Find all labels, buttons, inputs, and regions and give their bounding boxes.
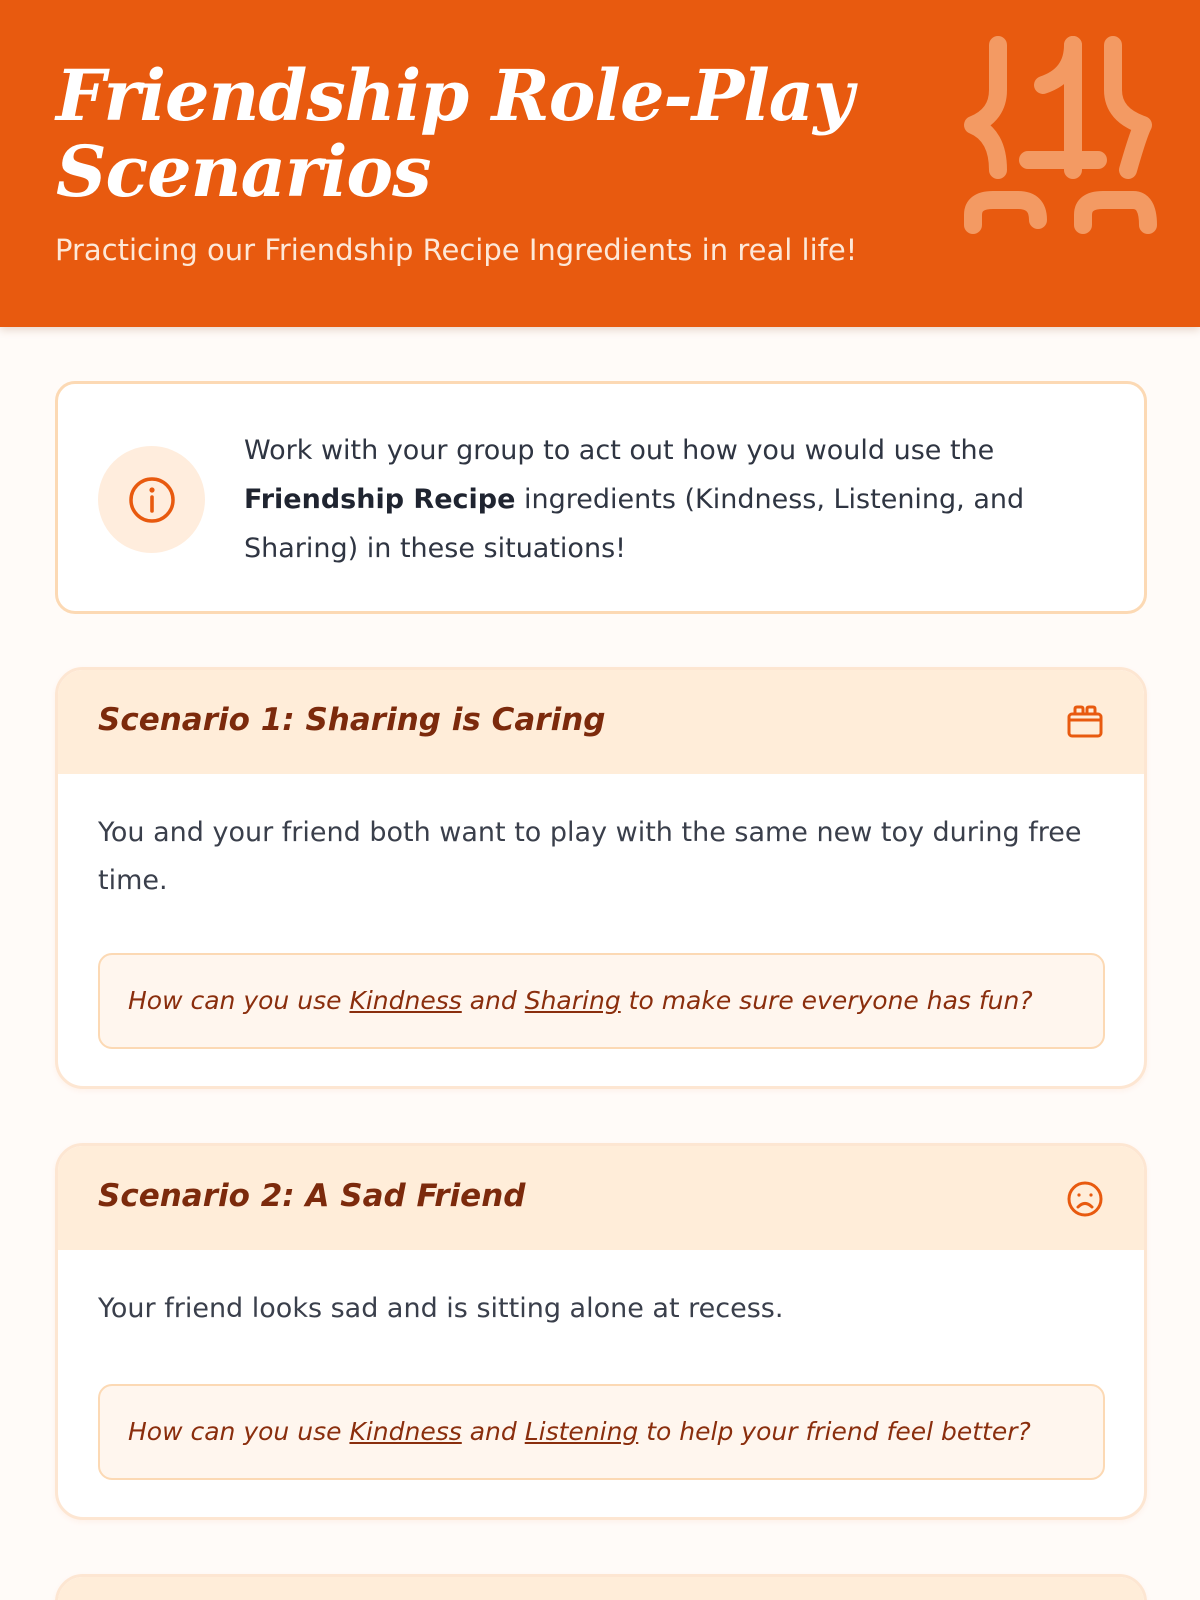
page-subtitle: Practicing our Friendship Recipe Ingredients in real life! <box>55 233 858 267</box>
ingredient-kindness: Kindness <box>349 986 462 1015</box>
page-title: Friendship Role-Play Scenarios <box>56 54 853 213</box>
prompt-part: How can you use <box>128 986 350 1015</box>
scenario-card-3 <box>55 1574 1147 1600</box>
scenario-card-1 <box>55 667 1147 1089</box>
scenario-title: Scenario 1: Sharing is Caring <box>98 702 606 738</box>
scenario-prompt-text <box>128 984 1033 1018</box>
scenario-prompt-text <box>128 1415 1031 1449</box>
sad-face-icon <box>1066 1180 1104 1218</box>
prompt-part: and <box>461 1417 525 1446</box>
scenario-prompt <box>98 953 1105 1049</box>
prompt-part: How can you use <box>128 1417 350 1446</box>
scenario-card-2 <box>55 1143 1147 1520</box>
scenario-prompt <box>98 1384 1105 1480</box>
instructions-text-end: ingredients (Kindness, Listening, and Sharing) in these situations! <box>244 484 1025 564</box>
theater-masks-icon <box>958 30 1178 240</box>
instructions-text-start: Work with your group to act out how you would use the <box>244 435 995 466</box>
scenario-description: Your friend looks sad and is sitting alone at recess. <box>98 1293 784 1324</box>
scenario-card-header <box>58 1146 1144 1250</box>
page-header <box>0 0 1200 327</box>
ingredient-kindness: Kindness <box>349 1417 462 1446</box>
toy-box-icon <box>1066 704 1104 742</box>
scenario-description: You and your friend both want to play with the same new toy during free time. <box>98 817 1082 896</box>
info-icon <box>126 474 178 526</box>
prompt-part: to make sure everyone has fun? <box>620 986 1033 1015</box>
friendship-recipe-highlight: Friendship Recipe <box>244 484 516 515</box>
instructions-text <box>244 426 1044 573</box>
prompt-part: to help your friend feel better? <box>638 1417 1031 1446</box>
scenario-card-header <box>58 670 1144 774</box>
ingredient-listening: Listening <box>524 1417 639 1446</box>
scenario-card-header <box>58 1577 1144 1600</box>
prompt-part: and <box>461 986 525 1015</box>
instructions-box <box>55 381 1147 614</box>
ingredient-sharing: Sharing <box>524 986 621 1015</box>
scenario-title: Scenario 2: A Sad Friend <box>98 1178 526 1214</box>
info-icon-container <box>98 446 205 553</box>
